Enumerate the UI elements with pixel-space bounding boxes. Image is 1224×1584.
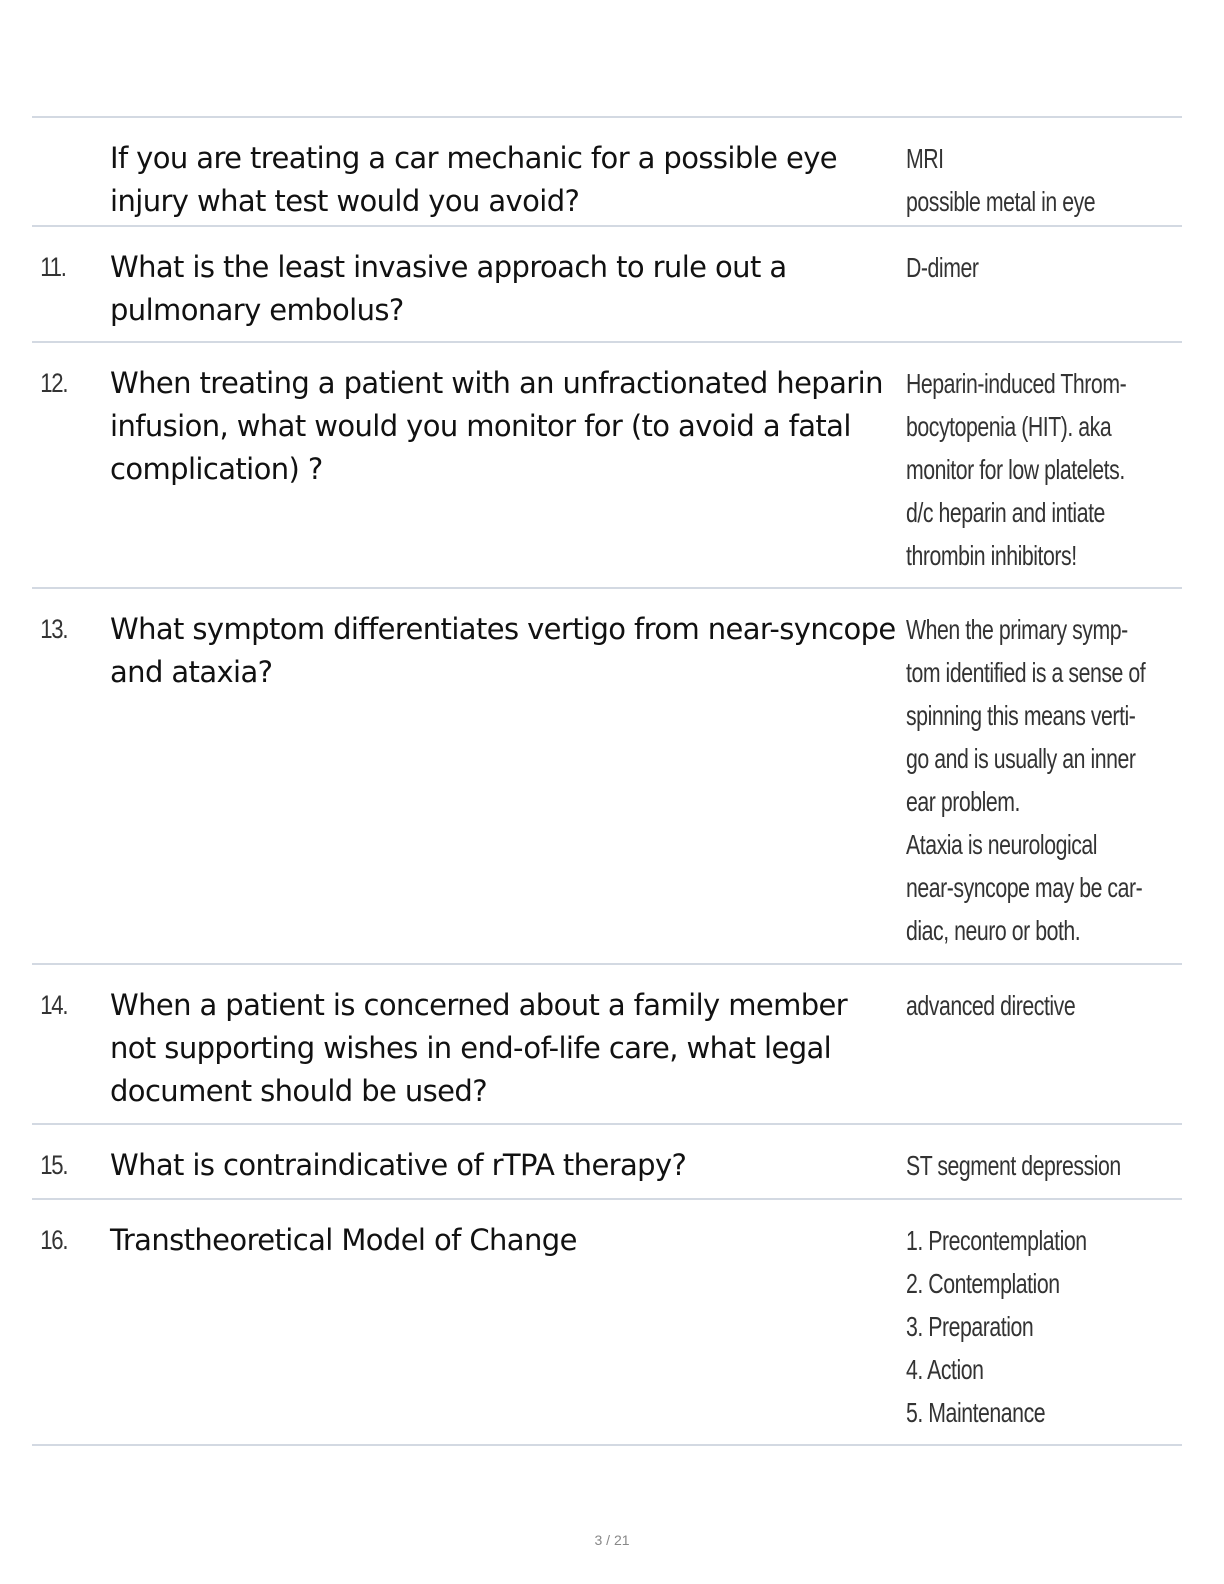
table-row (32, 227, 1182, 343)
row-number: 11. (40, 252, 66, 282)
row-number (32, 118, 96, 225)
answer-line: ear problem. (906, 786, 1020, 817)
answer-line: d/c heparin and intiate (906, 497, 1105, 528)
table-row (32, 1125, 1182, 1200)
answer-cell (906, 1200, 1182, 1444)
answer-line: go and is usually an inner (906, 743, 1136, 774)
row-number: 13. (40, 614, 68, 644)
table-row (32, 343, 1182, 589)
answer-cell (906, 343, 1196, 587)
question-text: If you are treating a car mechanic for a possible eye injury what test would you avoid? (110, 141, 838, 218)
table-row (32, 1200, 1182, 1446)
answer-line: Heparin-induced Throm- (906, 368, 1127, 399)
flashcard-table (32, 116, 1182, 1446)
answer-cell (906, 227, 1182, 341)
row-number: 16. (40, 1225, 68, 1255)
answer-line: thrombin inhibitors! (906, 540, 1077, 571)
table-row (32, 589, 1182, 965)
answer-line: Ataxia is neurological (906, 829, 1098, 860)
answer-line: tom identified is a sense of (906, 657, 1146, 688)
answer-line: 2. Contemplation (906, 1268, 1060, 1299)
answer-line: bocytopenia (HIT). aka (906, 411, 1112, 442)
table-row (32, 965, 1182, 1125)
question-text: When a patient is concerned about a family member not supporting wishes in end-of-life care, what legal document should be used? (110, 988, 848, 1108)
answer-line: When the primary symp- (906, 614, 1128, 645)
answer-line: D-dimer (906, 252, 979, 283)
row-number: 14. (40, 990, 68, 1020)
answer-line: possible metal in eye (906, 186, 1096, 217)
question-text: What is contraindicative of rTPA therapy? (110, 1148, 687, 1182)
answer-line: advanced directive (906, 990, 1076, 1021)
answer-line: ST segment depression (906, 1150, 1121, 1181)
answer-line: 3. Preparation (906, 1311, 1034, 1342)
row-number: 15. (40, 1150, 68, 1180)
table-row (32, 118, 1182, 227)
row-number: 12. (40, 368, 68, 398)
question-text: What is the least invasive approach to rule out a pulmonary embolus? (110, 250, 787, 327)
answer-line: monitor for low platelets. (906, 454, 1125, 485)
answer-line: spinning this means verti- (906, 700, 1136, 731)
question-text: Transtheoretical Model of Change (110, 1223, 577, 1257)
question-text: What symptom differentiates vertigo from near-syncope and ataxia? (110, 612, 896, 689)
answer-cell (906, 118, 1182, 225)
page-indicator: 3 / 21 (594, 1532, 630, 1548)
question-text: When treating a patient with an unfractionated heparin infusion, what would you monitor for (to avoid a fatal complication) ? (110, 366, 883, 486)
answer-cell (906, 589, 1221, 963)
answer-line: 1. Precontemplation (906, 1225, 1087, 1256)
answer-cell (906, 1125, 1189, 1198)
answer-line: near-syncope may be car- (906, 872, 1143, 903)
answer-line: 4. Action (906, 1354, 984, 1385)
answer-line: diac, neuro or both. (906, 915, 1081, 946)
answer-cell (906, 965, 1182, 1123)
answer-line: 5. Maintenance (906, 1397, 1046, 1428)
answer-line: MRI (906, 143, 944, 174)
